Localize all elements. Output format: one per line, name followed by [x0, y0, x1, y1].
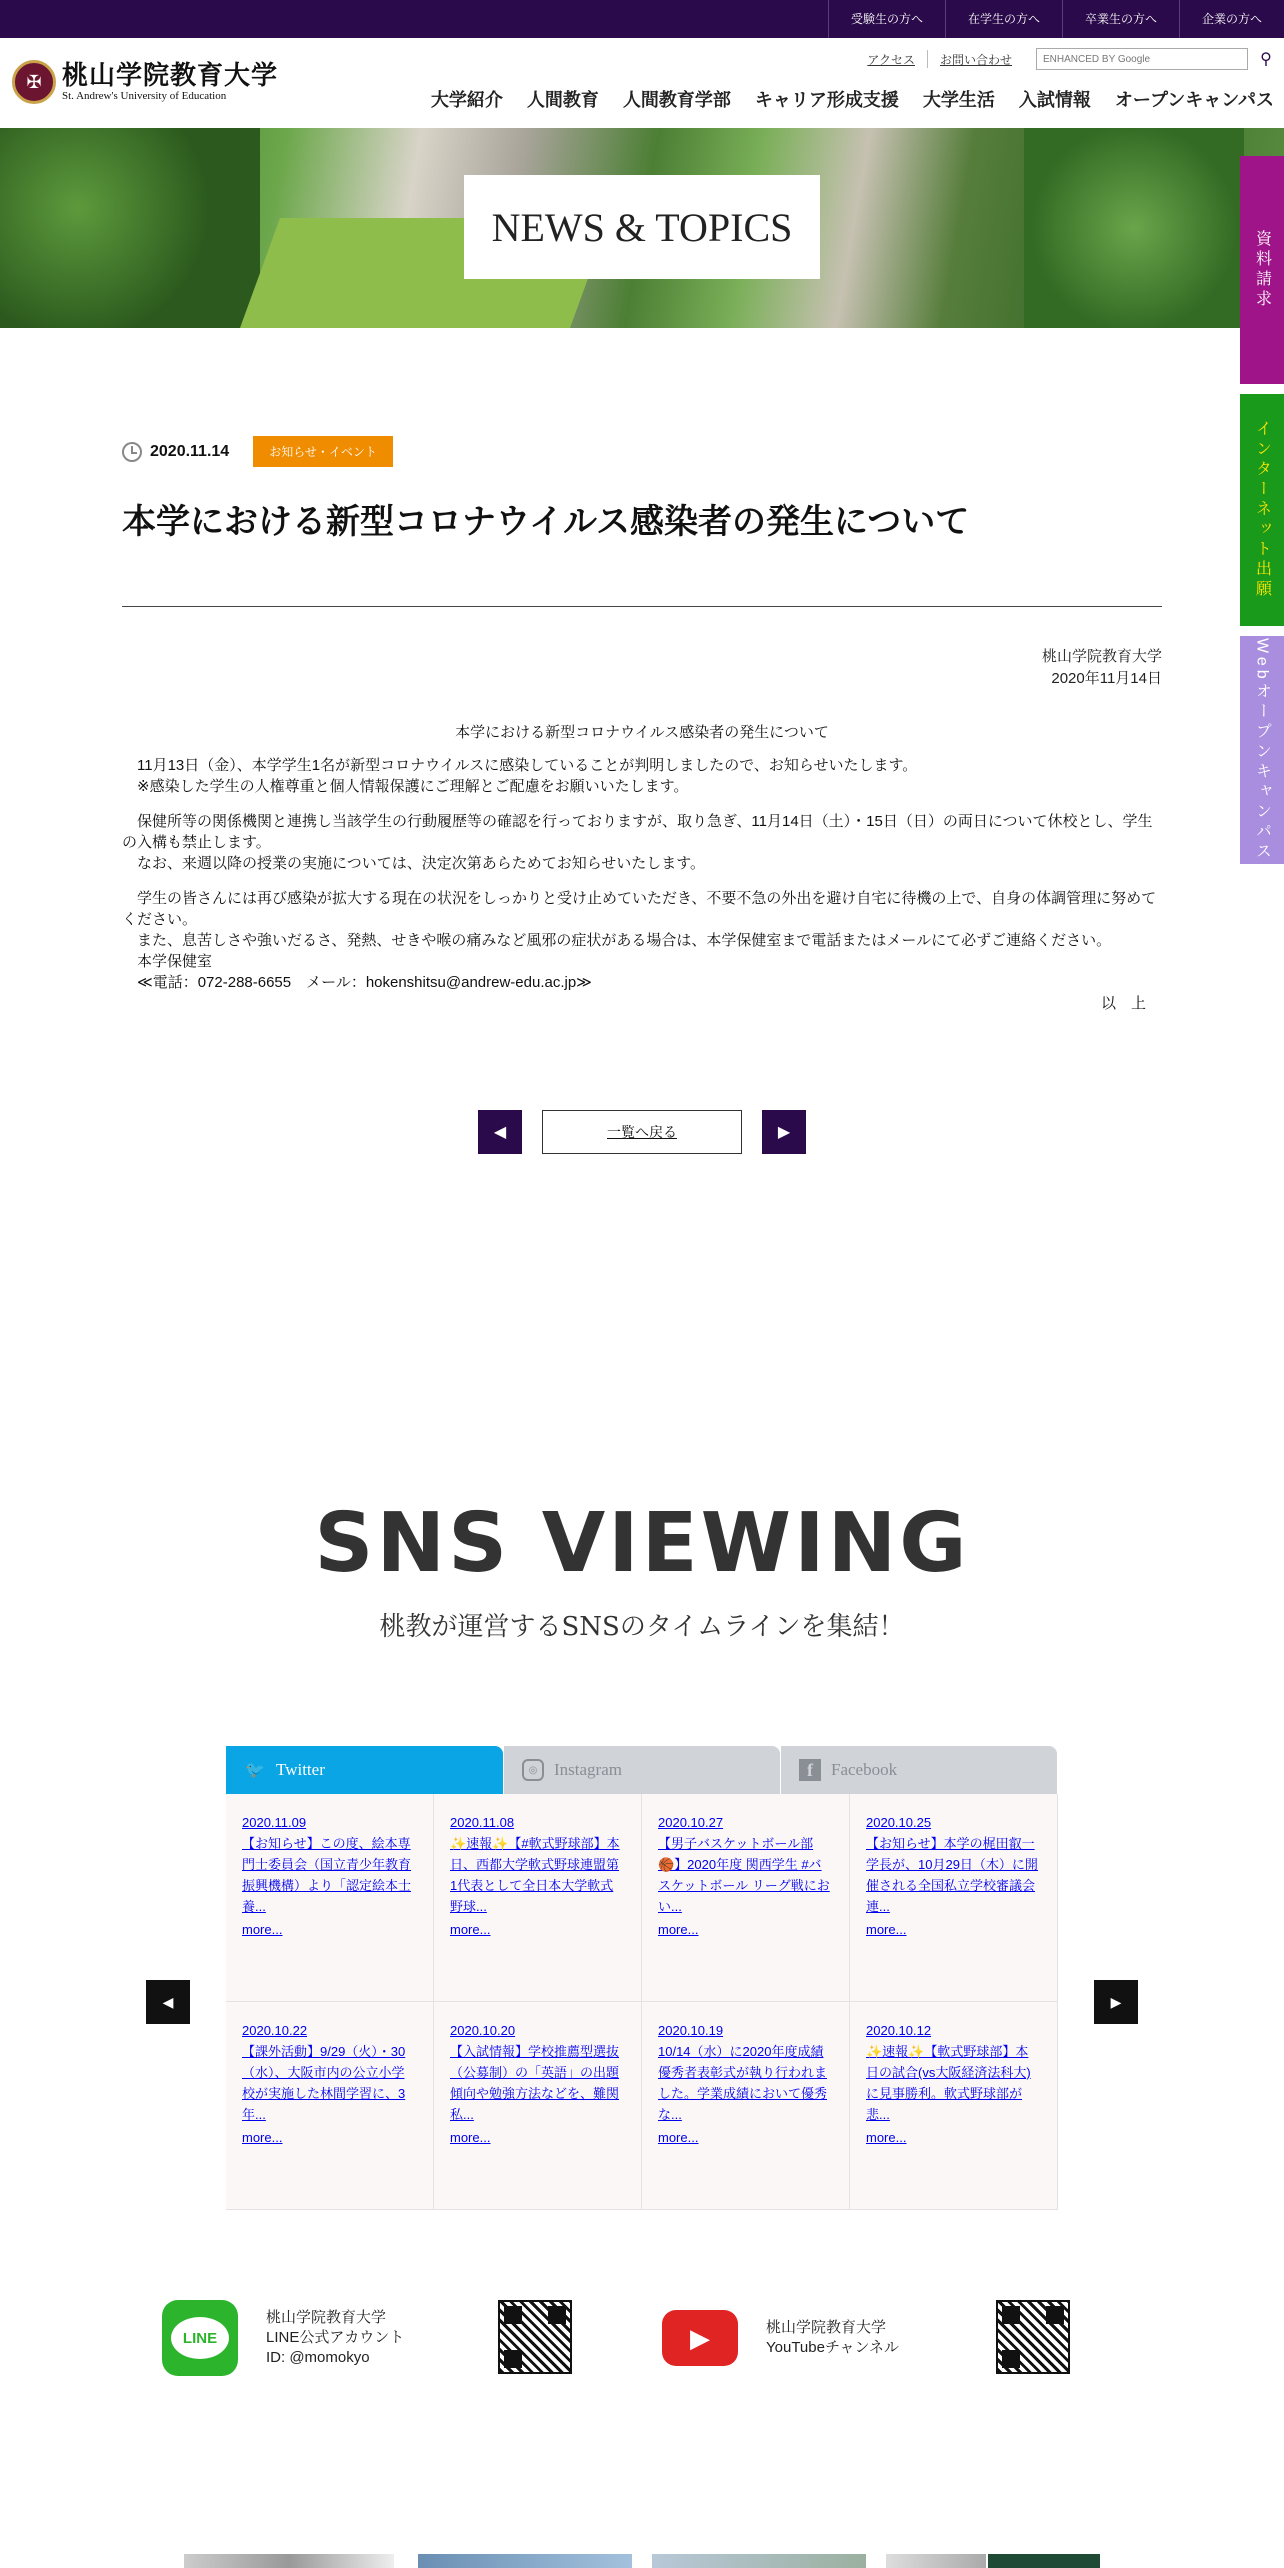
paragraph: 学生の皆さんには再び感染が拡大する現在の状況をしっかりと受け止めていただき、不要不急の外出を避け自宅に待機の上で、自身の体調管理に努めてください。 — [122, 890, 1157, 928]
feed-post[interactable] — [434, 2002, 642, 2210]
utility-nav — [855, 48, 1284, 70]
feed-post[interactable] — [434, 1794, 642, 2002]
feed-prev-button[interactable]: ◀ — [146, 1980, 190, 2024]
closing-mark: 以 上 — [1100, 995, 1146, 1012]
banner-image[interactable] — [184, 2554, 394, 2568]
youtube-channel-link[interactable] — [662, 2300, 899, 2376]
nav-faculty[interactable]: 人間教育学部 — [622, 90, 731, 110]
sns-feed — [226, 1794, 1058, 2210]
article-body — [122, 722, 1162, 1014]
line-icon: LINE — [162, 2300, 238, 2376]
nav-career[interactable]: キャリア形成支援 — [754, 90, 899, 110]
logo-english-name: St. Andrew's University of Education — [62, 89, 227, 102]
hero-image-trees — [0, 128, 260, 328]
nav-human-education[interactable]: 人間教育 — [526, 90, 599, 110]
article-pager — [478, 1110, 806, 1154]
more-link[interactable]: more... — [450, 2130, 491, 2145]
post-text[interactable]: ✨速報✨【#軟式野球部】本日、西都大学軟式野球連盟第1代表として全日本大学軟式野球... — [450, 1836, 620, 1914]
post-text[interactable]: ✨速報✨【軟式野球部】本日の試合(vs大阪経済法科大)に見事勝利。軟式野球部が悲... — [866, 2044, 1031, 2122]
page-title: NEWS & TOPICS — [464, 175, 820, 279]
banner-image[interactable] — [652, 2554, 866, 2568]
nav-campus-life[interactable]: 大学生活 — [922, 90, 995, 110]
feed-post[interactable] — [850, 2002, 1058, 2210]
contact-link[interactable]: お問い合わせ — [939, 52, 1012, 67]
article-title: 本学における新型コロナウイルス感染者の発生について — [122, 502, 970, 542]
post-date[interactable]: 2020.11.09 — [242, 1815, 307, 1830]
nav-admissions[interactable]: 入試情報 — [1018, 90, 1091, 110]
feed-post[interactable] — [642, 2002, 850, 2210]
audience-links — [828, 0, 1284, 38]
back-to-list-button[interactable]: 一覧へ戻る — [542, 1110, 742, 1154]
link-current-students[interactable]: 在学生の方へ — [945, 0, 1062, 38]
hero-image-trees — [1024, 128, 1244, 328]
university-logo[interactable] — [12, 60, 278, 104]
article-date: 2020.11.14 — [150, 442, 230, 460]
banner-image[interactable] — [418, 2554, 632, 2568]
post-text[interactable]: 【入試情報】学校推薦型選抜（公募制）の「英語」の出題傾向や勉強方法などを、難関私... — [450, 2044, 620, 2122]
more-link[interactable]: more... — [242, 2130, 283, 2145]
top-bar — [0, 0, 1284, 38]
paragraph: 11月13日（金）、本学学生1名が新型コロナウイルスに感染していることが判明しましたので、お知らせいたします。 — [122, 757, 918, 774]
signature-date: 2020年11月14日 — [1051, 670, 1162, 687]
more-link[interactable]: more... — [242, 1922, 283, 1937]
feed-post[interactable] — [850, 1794, 1058, 2002]
search-input[interactable]: ENHANCED BY Google — [1036, 48, 1248, 70]
post-date[interactable]: 2020.10.22 — [242, 2023, 308, 2038]
global-nav — [407, 86, 1274, 112]
access-link[interactable]: アクセス — [867, 52, 915, 67]
twitter-icon: 🐦 — [245, 1762, 265, 1779]
tab-facebook[interactable]: f Facebook — [780, 1746, 1057, 1794]
tab-twitter[interactable]: 🐦 Twitter — [226, 1746, 503, 1794]
sns-tabs — [226, 1746, 1058, 1794]
line-account-link[interactable] — [162, 2300, 404, 2376]
feed-next-button[interactable]: ▶ — [1094, 1980, 1138, 2024]
more-link[interactable]: more... — [866, 1922, 907, 1937]
line-qr-code — [498, 2300, 572, 2374]
nav-open-campus[interactable]: オープンキャンパス — [1114, 90, 1274, 110]
banner-image[interactable] — [988, 2554, 1100, 2568]
paragraph: なお、来週以降の授業の実施については、決定次第あらためてお知らせいたします。 — [122, 855, 706, 872]
link-alumni[interactable]: 卒業生の方へ — [1062, 0, 1179, 38]
post-text[interactable]: 【男子バスケットボール部🏀】2020年度 関西学生 #バスケットボール リーグ戦にお い... — [658, 1836, 830, 1914]
link-companies[interactable]: 企業の方へ — [1179, 0, 1284, 38]
post-date[interactable]: 2020.10.12 — [866, 2023, 932, 2038]
paragraph: また、息苦しさや強いだるさ、発熱、せきや喉の痛みなど風邪の症状がある場合は、本学保健室まで電話またはメールにて必ずご連絡ください。 — [122, 932, 1112, 949]
feed-post[interactable] — [226, 1794, 434, 2002]
feed-post[interactable] — [642, 1794, 850, 2002]
clock-icon — [122, 442, 142, 462]
post-date[interactable]: 2020.10.19 — [658, 2023, 724, 2038]
side-tab-web-open-campus[interactable]: Webオープンキャンパス — [1240, 636, 1284, 864]
facebook-icon: f — [799, 1759, 821, 1781]
more-link[interactable]: more... — [450, 1922, 491, 1937]
divider — [122, 606, 1162, 607]
youtube-qr-code — [996, 2300, 1070, 2374]
sns-section-subtitle: 桃教が運営するSNSのタイムラインを集結！ — [379, 1612, 905, 1642]
next-article-button[interactable]: ▶ — [762, 1110, 806, 1154]
emblem-icon: ✠ — [12, 60, 56, 104]
line-account-text: 桃山学院教育大学 LINE公式アカウント ID: @momokyo — [266, 2309, 405, 2366]
post-date[interactable]: 2020.10.27 — [658, 1815, 724, 1830]
youtube-channel-text: 桃山学院教育大学 YouTubeチャンネル — [766, 2319, 900, 2356]
instagram-icon: ◎ — [522, 1759, 544, 1781]
contact-info: ≪電話：072-288-6655 メール：hokenshitsu@andrew-edu.ac.jp≫ — [122, 974, 592, 991]
post-date[interactable]: 2020.10.20 — [450, 2023, 516, 2038]
nav-about[interactable]: 大学紹介 — [430, 90, 503, 110]
article-signature — [122, 646, 1162, 690]
paragraph: ※感染した学生の人権尊重と個人情報保護にご理解とご配慮をお願いいたします。 — [122, 778, 689, 795]
sns-section-title: SNS VIEWING — [314, 1496, 970, 1591]
hero-banner — [0, 128, 1284, 328]
post-text[interactable]: 【お知らせ】本学の梶田叡一学長が、10月29日（木）に開催される全国私立学校審議会連... — [866, 1836, 1038, 1914]
banner-image[interactable] — [886, 2554, 986, 2568]
more-link[interactable]: more... — [658, 2130, 699, 2145]
post-date[interactable]: 2020.10.25 — [866, 1815, 932, 1830]
link-prospective-students[interactable]: 受験生の方へ — [828, 0, 945, 38]
youtube-icon: ▶ — [662, 2310, 738, 2366]
post-text[interactable]: 【お知らせ】この度、絵本専門士委員会（国立青少年教育振興機構）より「認定絵本士養... — [242, 1836, 412, 1914]
article-meta — [122, 436, 393, 467]
prev-article-button[interactable]: ◀ — [478, 1110, 522, 1154]
paragraph: 本学保健室 — [122, 953, 213, 970]
feed-post[interactable] — [226, 2002, 434, 2210]
more-link[interactable]: more... — [658, 1922, 699, 1937]
site-header — [0, 38, 1284, 128]
logo-japanese-name: 桃山学院教育大学 — [62, 60, 279, 91]
article-heading: 本学における新型コロナウイルス感染者の発生について — [455, 724, 829, 741]
paragraph: 保健所等の関係機関と連携し当該学生の行動履歴等の確認を行っておりますが、取り急ぎ、11月14日（土）・15日（日）の両日について休校とし、学生の入構も禁止します。 — [122, 813, 1153, 851]
tab-instagram[interactable]: ◎ Instagram — [503, 1746, 780, 1794]
signature-org: 桃山学院教育大学 — [1041, 648, 1162, 665]
search-icon[interactable]: ⚲ — [1260, 51, 1272, 68]
more-link[interactable]: more... — [866, 2130, 907, 2145]
post-text[interactable]: 10/14（水）に2020年度成績優秀者表彰式が執り行われました。学業成績において優秀な... — [658, 2044, 828, 2122]
post-text[interactable]: 【課外活動】9/29（火）・30（水）、大阪市内の公立小学校が実施した林間学習に、3年... — [242, 2044, 406, 2122]
side-tab-request-materials[interactable]: 資料請求 — [1240, 156, 1284, 384]
post-date[interactable]: 2020.11.08 — [450, 1815, 515, 1830]
side-tab-online-application[interactable]: インターネット出願 — [1240, 394, 1284, 626]
category-badge[interactable]: お知らせ・イベント — [253, 436, 393, 467]
